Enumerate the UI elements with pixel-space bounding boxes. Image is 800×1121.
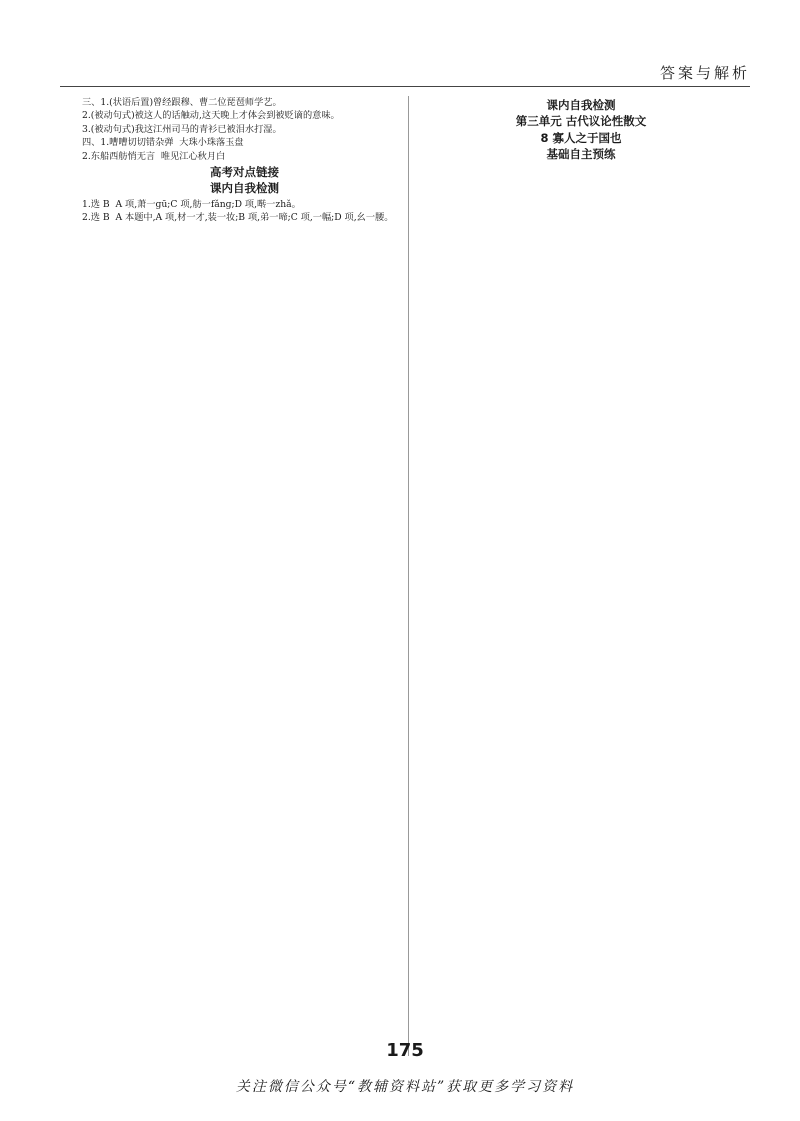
left-line: 三、1.(状语后置)曾经跟穆、曹二位琵琶师学艺。 (82, 97, 282, 108)
page-header (60, 60, 750, 87)
page-number: 175 (386, 1040, 424, 1061)
footer-text: 关注微信公众号“教辅资料站”获取更多学习资料 (235, 1079, 575, 1095)
column-divider (408, 96, 409, 1056)
unit-heading: 第三单元 古代议论性散文 (515, 114, 647, 129)
section-heading: 基础自主预练 (546, 147, 616, 162)
self-check-item: 2.选 B A 本题中,A 项,材一才,装一妆;B 项,弟一啼;C 项,一幅;D 项,幺一腰。 (82, 212, 394, 224)
left-line: 2.东船西舫悄无言 唯见江心秋月白 (82, 150, 226, 162)
self-check-item: 1.选 B A 项,萧一ɡū;C 项,舫一fǎnɡ;D 项,啭一zhǎ。 (82, 198, 301, 210)
left-column (82, 96, 407, 225)
left-line: 3.(被动句式)我这江州司马的青衫已被泪水打湿。 (82, 123, 282, 135)
left-line: 四、1.嘈嘈切切错杂弹 大珠小珠落玉盘 (82, 137, 244, 149)
page (60, 0, 750, 1121)
left-line: 2.(被动句式)被这人的话触动,这天晚上才体会到被贬谪的意味。 (82, 110, 340, 122)
section-heading: 课内自我检测 (210, 181, 279, 196)
section-heading: 课内自我检测 (546, 98, 616, 112)
lesson-heading: 8 寡人之于国也 (540, 130, 622, 145)
right-column (416, 96, 746, 164)
section-heading: 高考对点链接 (210, 165, 279, 180)
header-title: 答案与解析 (659, 64, 750, 82)
